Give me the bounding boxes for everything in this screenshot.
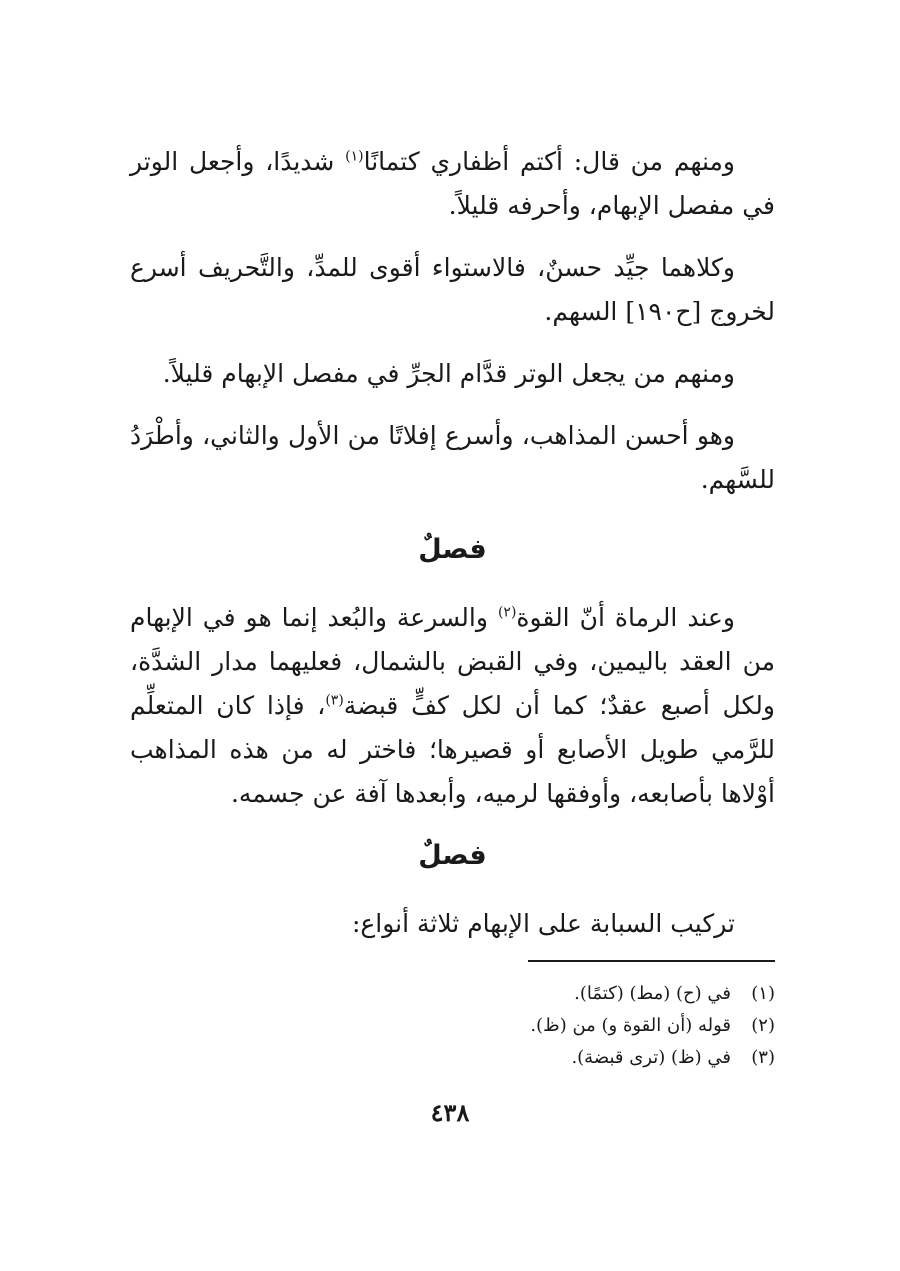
- section-heading-1: فصلٌ: [418, 534, 487, 565]
- footnote-text: في (ح) (مط) (كتمًا).: [574, 983, 731, 1004]
- footnote-number: (٢): [751, 1015, 775, 1036]
- footnote-text: في (ظ) (ترى قبضة).: [571, 1047, 731, 1068]
- paragraph-text: ، فإذا كان المتعلِّم للرَّمي طويل الأصابع أو قصيرها؛ فاختر له من هذه المذاهب أوْلاها بأصابعه، وأوفقها لرميه، وأبعدها آفة عن جسمه.: [130, 691, 775, 808]
- footnotes: [130, 978, 775, 1074]
- footnote-number: (٣): [751, 1047, 775, 1068]
- footnote-ref-1[interactable]: (١): [345, 148, 364, 165]
- footnote-number: (١): [751, 983, 775, 1004]
- paragraph-6: تركيب السبابة على الإبهام ثلاثة أنواع:: [351, 909, 735, 938]
- paragraph-2: وكلاهما جيِّد حسنٌ، فالاستواء أقوى للمدِّ، والتَّحريف أسرع لخروج [ح١٩٠] السهم.: [130, 253, 775, 326]
- section-heading-2: فصلٌ: [418, 840, 487, 871]
- paragraph-3: ومنهم من يجعل الوتر قدَّام الجرِّ في مفصل الإبهام قليلاً.: [162, 359, 735, 388]
- paragraph-text: والسرعة والبُعد إنما هو في الإبهام من العقد باليمين، وفي القبض بالشمال، فعليهما مدار الشدَّة، ولكل أصبع عقدٌ؛ كما أن لكل كفٍّ قبضة: [130, 603, 775, 720]
- page-number: ٤٣٨: [430, 1098, 470, 1127]
- paragraph-5: [130, 596, 775, 816]
- footnote-1: [130, 978, 775, 1010]
- footnote-2: [130, 1010, 775, 1042]
- footnote-ref-2[interactable]: (٢): [497, 604, 517, 621]
- footnote-3: [130, 1042, 775, 1074]
- paragraph-text: وعند الرماة أنّ القوة: [516, 603, 735, 632]
- footnote-ref-3[interactable]: (٣): [325, 692, 344, 709]
- paragraph-text: ومنهم من قال: أكتم أظفاري كتمانًا: [363, 147, 736, 176]
- footnote-divider: [528, 960, 775, 962]
- paragraph-4: وهو أحسن المذاهب، وأسرع إفلاتًا من الأول والثاني، وأطْرَدُ للسَّهم.: [130, 421, 775, 494]
- footnote-text: قوله (أن القوة و) من (ظ).: [530, 1015, 731, 1036]
- paragraph-1: [130, 140, 775, 228]
- paragraph-text: شديدًا، وأجعل الوتر في مفصل الإبهام، وأحرفه قليلاً.: [130, 147, 775, 220]
- page-body: [130, 140, 775, 964]
